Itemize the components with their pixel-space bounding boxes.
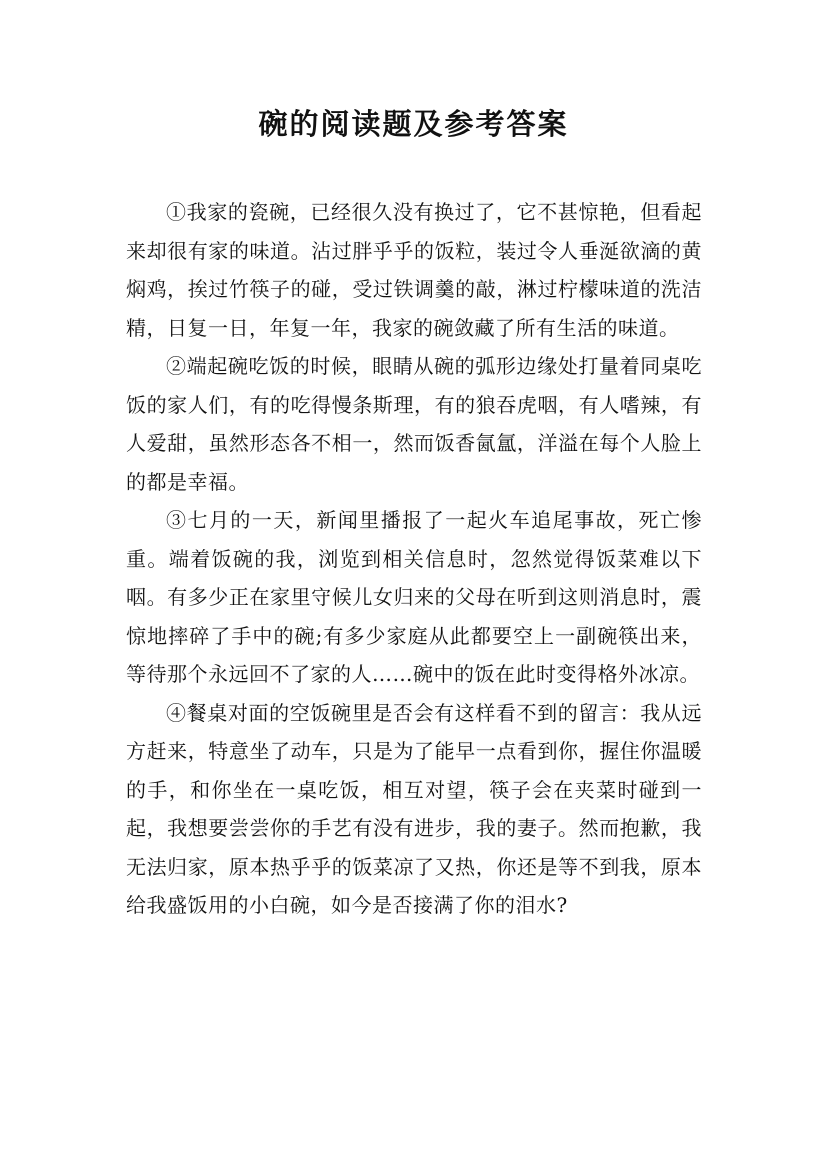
paragraph-4: ④餐桌对面的空饭碗里是否会有这样看不到的留言：我从远方赶来，特意坐了动车，只是为了能早一点看到你，握住你温暖的手，和你坐在一桌吃饭，相互对望，筷子会在夹菜时碰到一起，我想要尝尝你的手艺有没有进步，我的妻子。然而抱歉，我无法归家，原本热乎乎的饭菜凉了又热，你还是等不到我，原本给我盛饭用的小白碗，如今是否接满了你的泪水? (126, 700, 702, 917)
document-body (126, 193, 702, 925)
document-title: 碗的阅读题及参考答案 (258, 107, 569, 141)
paragraph-2: ②端起碗吃饭的时候，眼睛从碗的弧形边缘处打量着同桌吃饭的家人们，有的吃得慢条斯理，有的狼吞虎咽，有人嗜辣，有人爱甜，虽然形态各不相一，然而饭香氤氲，洋溢在每个人脸上的都是幸福。 (126, 354, 702, 494)
paragraph-1: ①我家的瓷碗，已经很久没有换过了，它不甚惊艳，但看起来却很有家的味道。沾过胖乎乎的饭粒，装过令人垂涎欲滴的黄焖鸡，挨过竹筷子的碰，受过铁调羹的敲，淋过柠檬味道的洗洁精，日复一日，年复一年，我家的碗敛藏了所有生活的味道。 (126, 200, 702, 340)
paragraph-3: ③七月的一天，新闻里播报了一起火车追尾事故，死亡惨重。端着饭碗的我，浏览到相关信息时，忽然觉得饭菜难以下咽。有多少正在家里守候儿女归来的父母在听到这则消息时，震惊地摔碎了手中的碗;有多少家庭从此都要空上一副碗筷出来，等待那个永远回不了家的人……碗中的饭在此时变得格外冰凉。 (126, 508, 702, 686)
